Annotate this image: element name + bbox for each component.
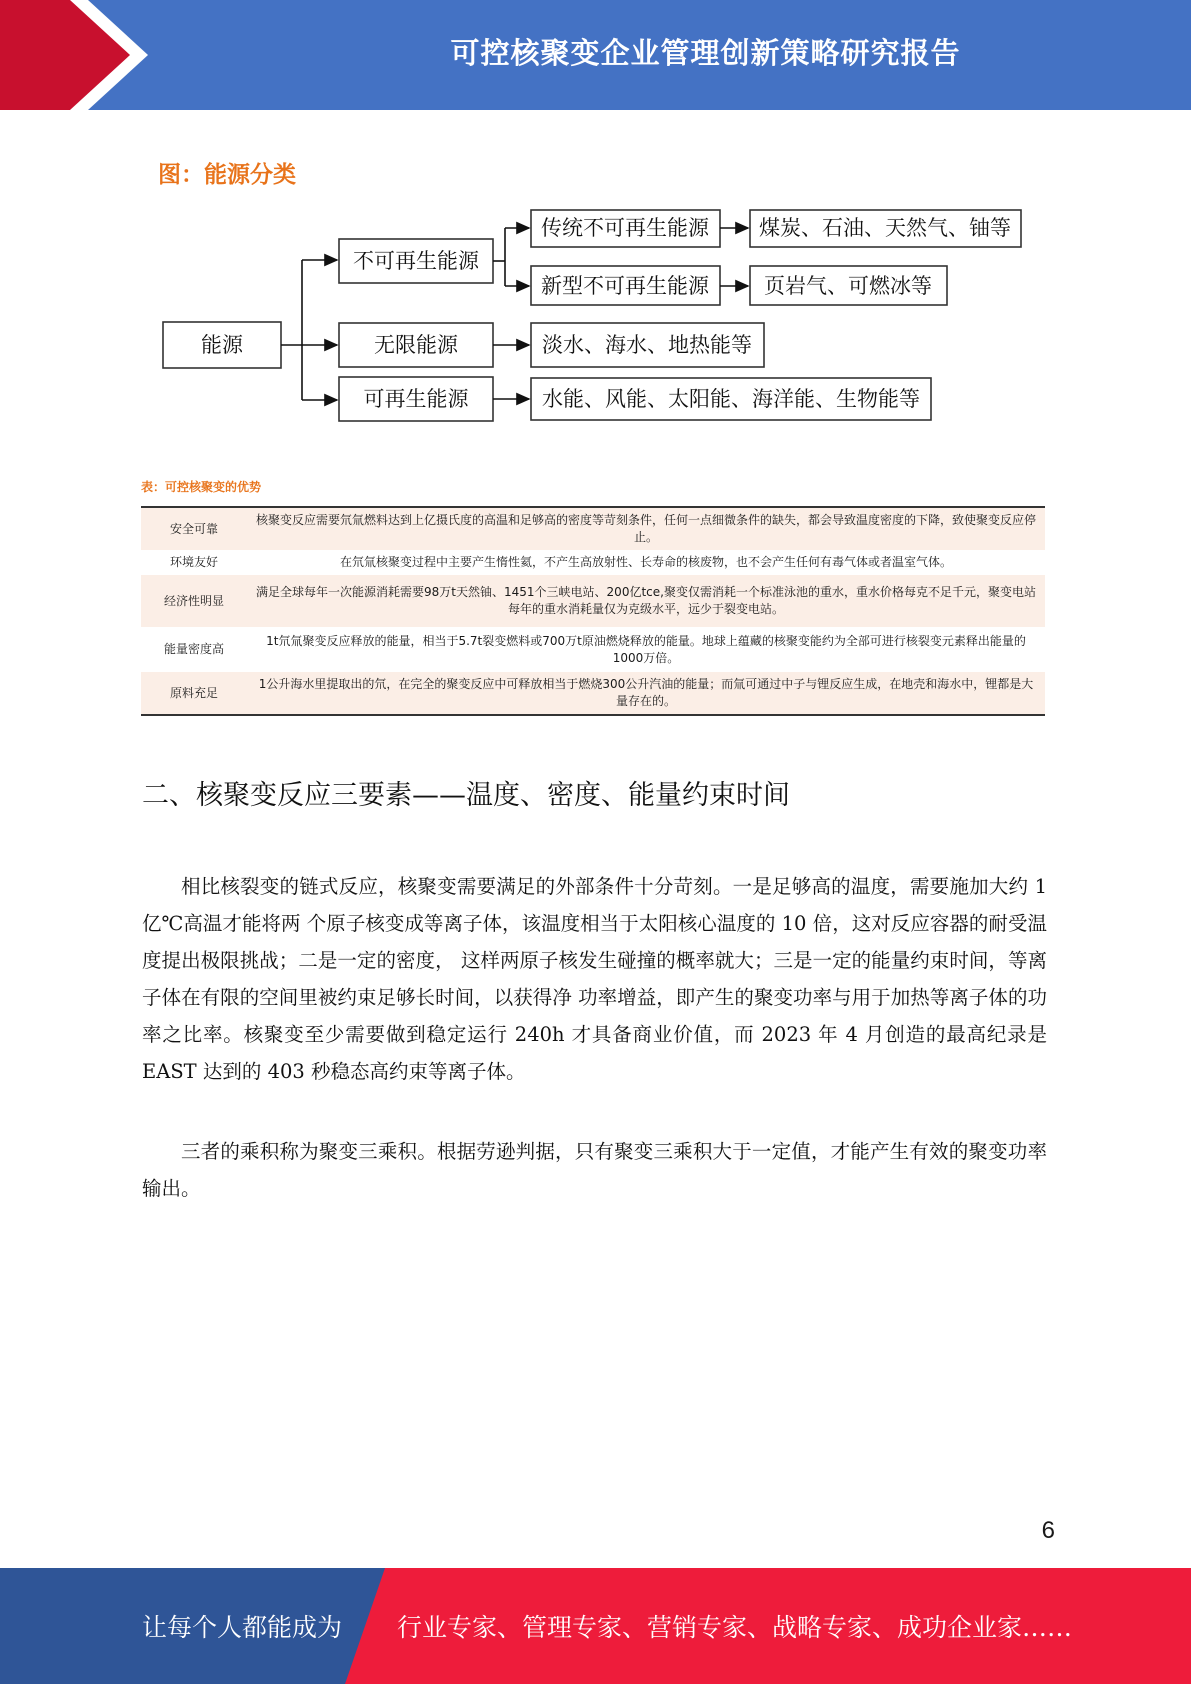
row-key: 能量密度高 — [163, 642, 224, 656]
page-footer — [0, 1568, 1191, 1684]
label-unlimited: 无限能源 — [374, 333, 458, 357]
row-value: 核聚变反应需要氘氚燃料达到上亿摄氏度的高温和足够高的密度等苛刻条件，任何一点细微条件的缺失，都会导致温度密度的下降，致使聚变反应停止。 — [247, 507, 1045, 550]
body-paragraph: 三者的乘积称为聚变三乘积。根据劳逊判据，只有聚变三乘积大于一定值，才能产生有效的聚变功率输出。 — [142, 1140, 1047, 1200]
body-paragraph: 相比核裂变的链式反应，核聚变需要满足的外部条件十分苛刻。一是足够高的温度，需要施加大约 1 亿℃高温才能将两 个原子核变成等离子体，该温度相当于太阳核心温度的 10 倍，这对反应容器的耐受温度提出极限挑战；二是一定的密度， 这样两原子核发生碰撞的概率就大；三是一定的能量约束时间，等离子体在有限的空间里被约束足够长时间，以获得净 功率增益，即产生的聚变功率与用于加热等离子体的功率之比率。核聚变至少需要做到稳定运行 240h 才具备商业价值，而 2023 年 4 月创造的最高纪录是 EAST 达到的 403 秒稳态高约束等离子体。 — [142, 875, 1047, 1083]
label-new-examples: 页岩气、可燃冰等 — [764, 274, 932, 298]
label-nonrenewable: 不可再生能源 — [353, 249, 479, 273]
row-value: 满足全球每年一次能源消耗需要98万t天然铀、1451个三峡电站、200亿tce,聚变仅需消耗一个标准泳池的重水，重水价格每克不足千元，聚变电站每年的重水消耗量仅为克级水平，远少于裂变电站。 — [247, 575, 1045, 627]
row-value: 在氘氚核聚变过程中主要产生惰性氦，不产生高放射性、长寿命的核废物，也不会产生任何有毒气体或者温室气体。 — [339, 555, 952, 569]
row-key: 原料充足 — [141, 672, 247, 715]
figure-title: 图：能源分类 — [158, 162, 296, 188]
footer-slogan-right: 行业专家、管理专家、营销专家、战略专家、成功企业家…… — [397, 1613, 1073, 1642]
section-heading: 二、核聚变反应三要素——温度、密度、能量约束时间 — [142, 780, 790, 811]
label-renewable: 可再生能源 — [363, 387, 469, 411]
table-row — [141, 627, 1045, 672]
row-key: 环境友好 — [169, 555, 218, 569]
table-caption: 表：可控核聚变的优势 — [141, 480, 262, 494]
table-row — [141, 550, 1045, 575]
label-new-type: 新型不可再生能源 — [541, 274, 709, 298]
table-row — [141, 672, 1045, 715]
label-traditional: 传统不可再生能源 — [541, 216, 709, 240]
energy-classification-diagram — [150, 195, 1030, 435]
page-number: 6 — [1041, 1517, 1055, 1544]
table-row — [141, 575, 1045, 627]
row-value: 1公升海水里提取出的氘，在完全的聚变反应中可释放相当于燃烧300公升汽油的能量；而氚可通过中子与锂反应生成，在地壳和海水中，锂都是大量存在的。 — [247, 672, 1045, 715]
row-key: 安全可靠 — [141, 507, 247, 550]
table-row — [141, 507, 1045, 550]
report-title: 可控核聚变企业管理创新策略研究报告 — [450, 35, 961, 70]
label-renewable-examples: 水能、风能、太阳能、海洋能、生物能等 — [542, 387, 920, 411]
advantages-table — [141, 506, 1045, 716]
label-root: 能源 — [201, 333, 243, 357]
footer-slogan-left: 让每个人都能成为 — [142, 1613, 343, 1642]
label-traditional-examples: 煤炭、石油、天然气、铀等 — [759, 216, 1011, 240]
row-value: 1t氘氚聚变反应释放的能量，相当于5.7t裂变燃料或700万t原油燃烧释放的能量。地球上蕴藏的核聚变能约为全部可进行核裂变元素释出能量的1000万倍。 — [266, 633, 1026, 665]
label-unlimited-examples: 淡水、海水、地热能等 — [542, 333, 752, 357]
page-header — [0, 0, 1191, 110]
row-key: 经济性明显 — [141, 575, 247, 627]
